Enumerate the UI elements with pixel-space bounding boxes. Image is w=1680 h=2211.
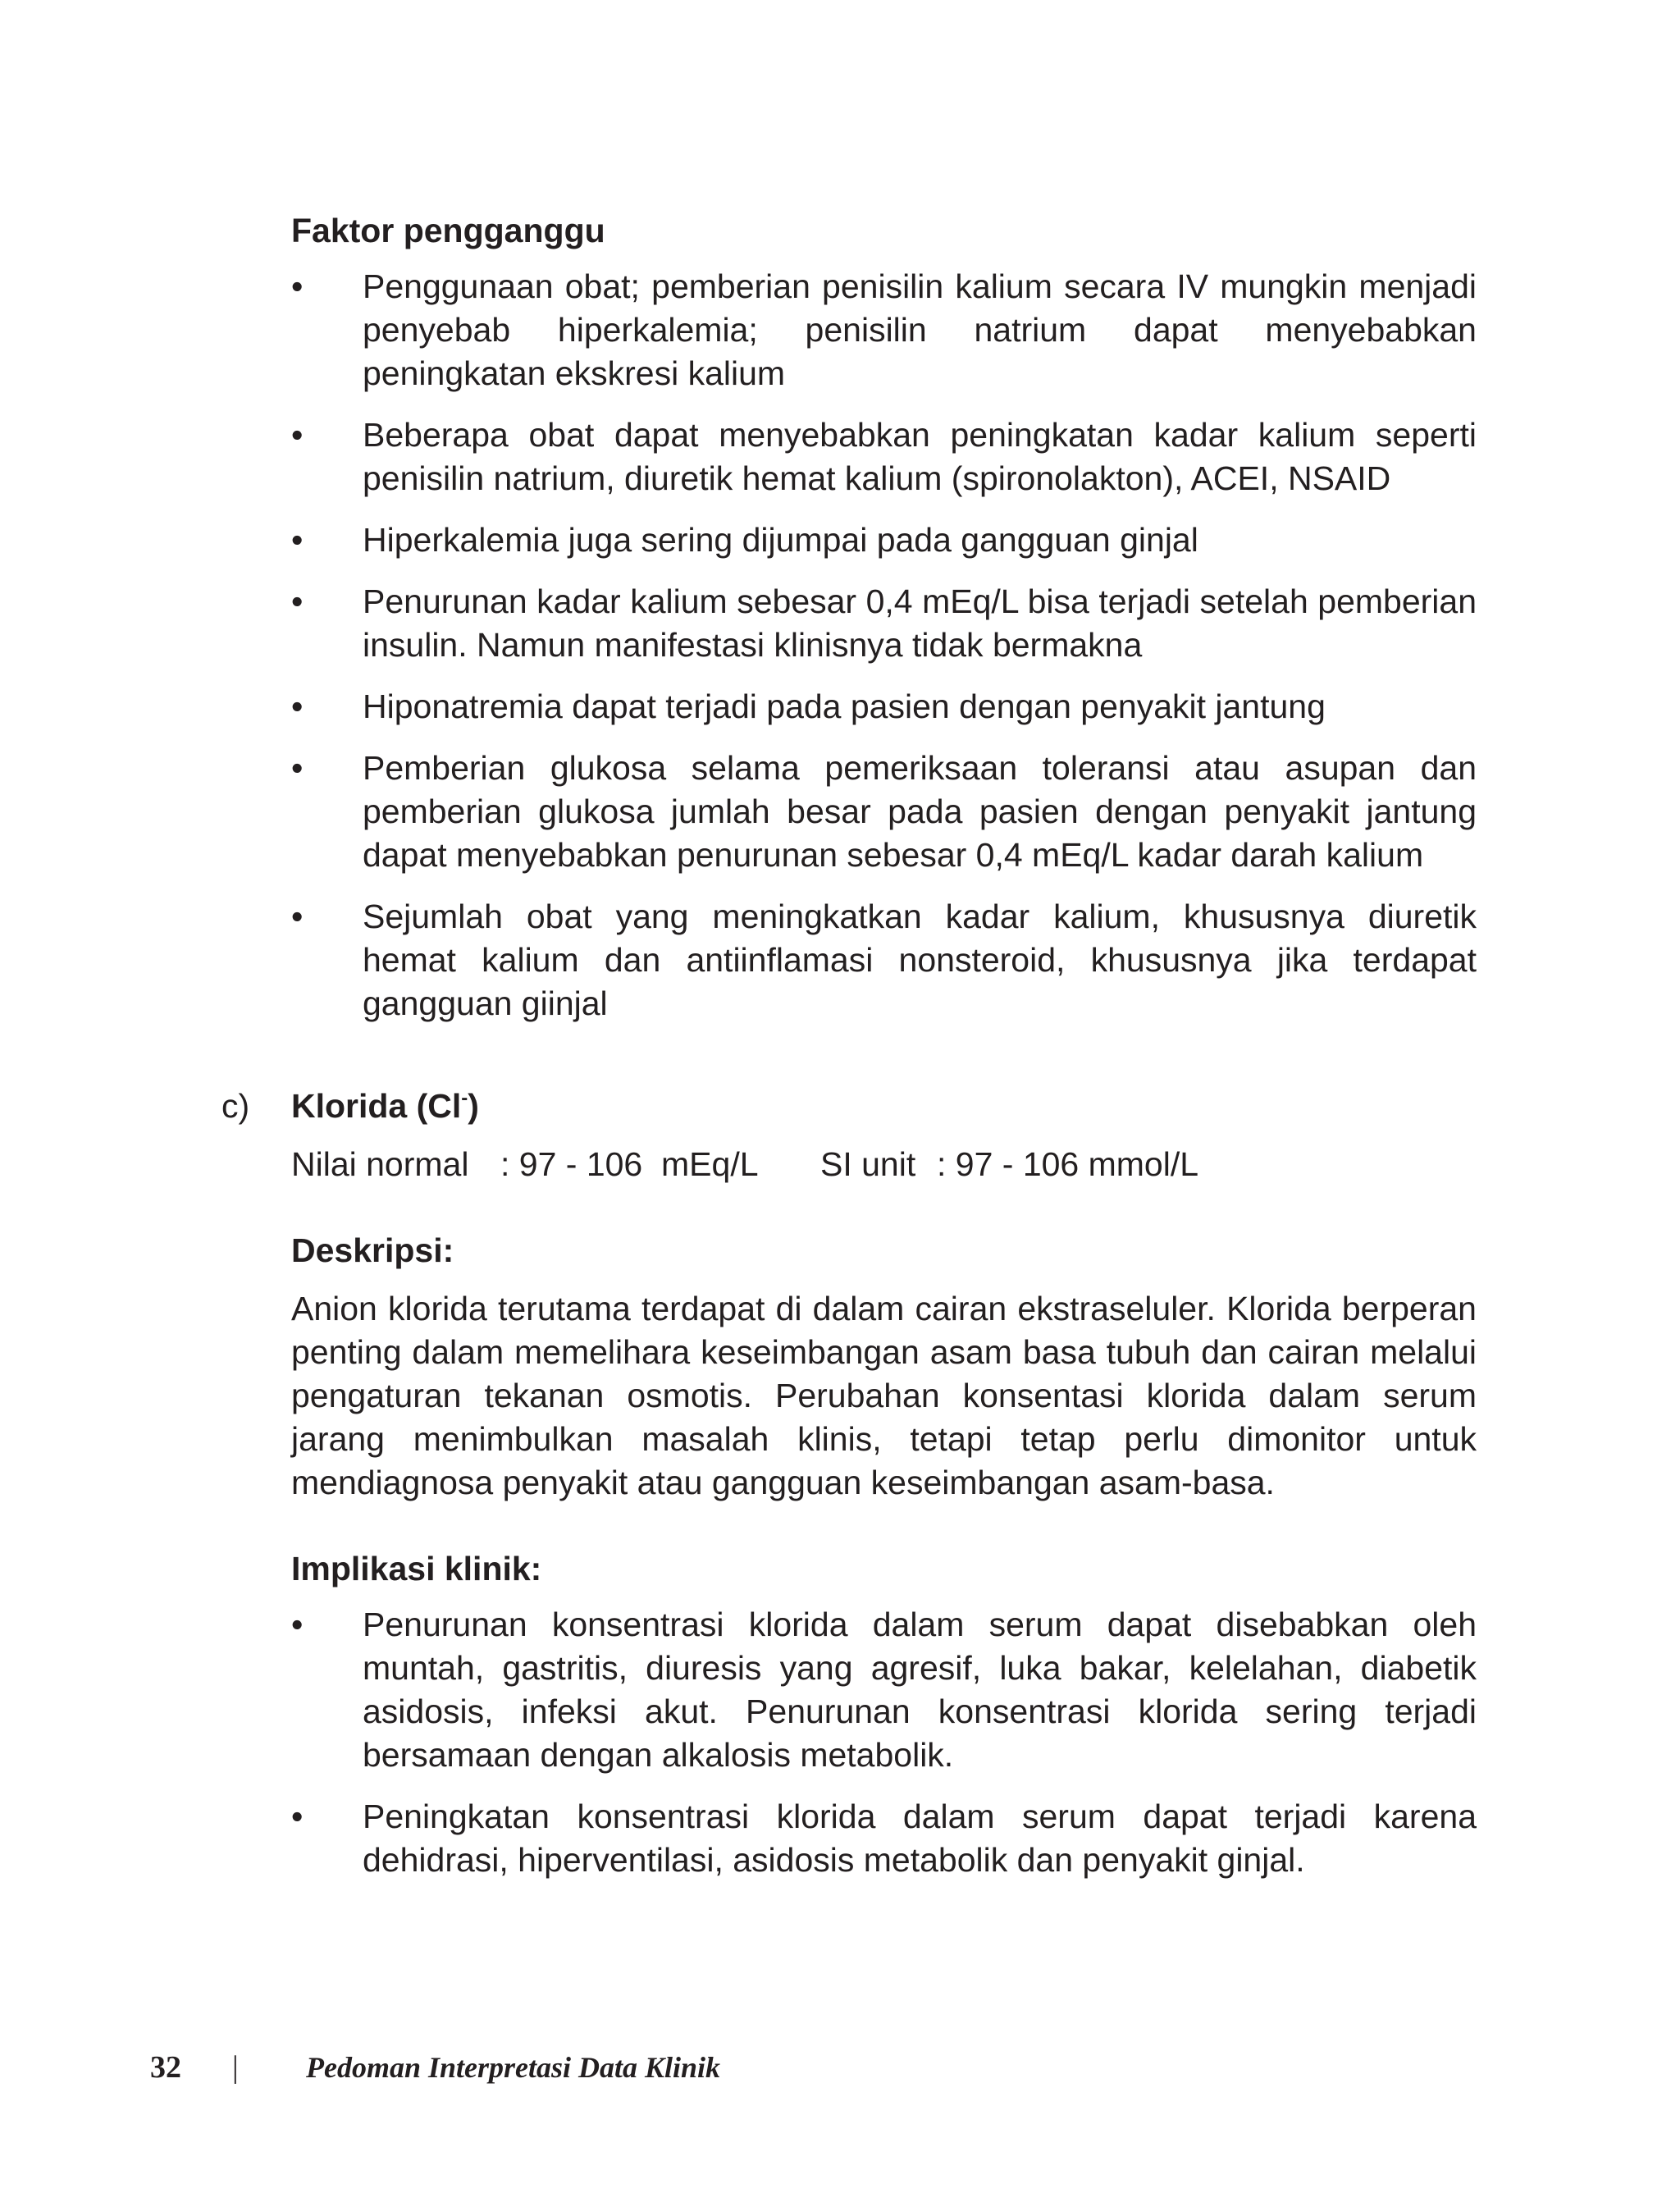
page-number: 32 [150, 2050, 181, 2085]
page-footer [150, 2049, 720, 2086]
deskripsi-heading: Deskripsi: [291, 1231, 454, 1269]
klorida-title-text: Klorida (Cl [291, 1087, 462, 1125]
bullet-icon: • [291, 898, 304, 935]
list-item-text: Penurunan kadar kalium sebesar 0,4 mEq/L bisa terjadi setelah pemberian insulin. Namun manifestasi klinisnya tidak bermakna [363, 582, 1477, 664]
list-item [291, 518, 1477, 562]
si-value: : 97 - 106 mmol/L [937, 1145, 1199, 1183]
klorida-section [221, 1085, 1477, 1882]
deskripsi-paragraph: Anion klorida terutama terdapat di dalam cairan ekstraseluler. Klorida berperan penting dalam memelihara keseimbangan asam basa tubuh dan cairan melalui pengaturan tekanan osmotis. Perubahan konsentasi klorida dalam serum jarang menimbulkan masalah klinis, tetapi tetap perlu dimonitor untuk mendiagnosa penyakit atau gangguan keseimbangan asam-basa. [291, 1290, 1477, 1501]
faktor-heading: Faktor pengganggu [291, 212, 605, 249]
normal-label: Nilai normal [291, 1145, 469, 1183]
list-item-text: Pemberian glukosa selama pemeriksaan toleransi atau asupan dan pemberian glukosa jumlah besar pada pasien dengan penyakit jantung dapat menyebabkan penurunan sebesar 0,4 mEq/L kadar darah kalium [363, 749, 1477, 874]
list-item [291, 1795, 1477, 1882]
bullet-icon: • [291, 582, 304, 620]
list-item-text: Sejumlah obat yang meningkatkan kadar kalium, khususnya diuretik hemat kalium dan antiinflamasi nonsteroid, khususnya jika terdapat gangguan giinjal [363, 898, 1477, 1022]
footer-divider: | [232, 2050, 239, 2085]
list-item [291, 580, 1477, 667]
si-label: SI unit [820, 1145, 916, 1183]
list-item [291, 413, 1477, 500]
implikasi-list [291, 1603, 1477, 1882]
list-item [291, 747, 1477, 877]
klorida-title [291, 1085, 1477, 1128]
list-item-text: Penurunan konsentrasi klorida dalam serum dapat disebabkan oleh muntah, gastritis, diuresis yang agresif, luka bakar, kelelahan, diabetik asidosis, infeksi akut. Penurunan konsentrasi klorida sering terjadi bersamaan dengan alkalosis metabolik. [363, 1606, 1477, 1774]
bullet-icon: • [291, 416, 304, 454]
normal-values-row [291, 1143, 1477, 1186]
bullet-icon: • [291, 1606, 304, 1643]
list-item-text: Beberapa obat dapat menyebabkan peningkatan kadar kalium seperti penisilin natrium, diuretik hemat kalium (spironolakton), ACEI, NSAID [363, 416, 1477, 497]
list-item-text: Peningkatan konsentrasi klorida dalam serum dapat terjadi karena dehidrasi, hiperventilasi, asidosis metabolik dan penyakit ginjal. [363, 1798, 1477, 1879]
bullet-icon: • [291, 521, 304, 559]
list-item [291, 895, 1477, 1026]
list-item-text: Hiponatremia dapat terjadi pada pasien dengan penyakit jantung [363, 688, 1326, 725]
faktor-list [291, 265, 1477, 1026]
bullet-icon: • [291, 267, 304, 305]
klorida-title-superscript: - [461, 1087, 468, 1109]
bullet-icon: • [291, 749, 304, 787]
bullet-icon: • [291, 688, 304, 725]
page-content [221, 209, 1477, 1900]
list-item [291, 1603, 1477, 1777]
section-marker: c) [221, 1087, 250, 1125]
book-title: Pedoman Interpretasi Data Klinik [306, 2051, 721, 2084]
implikasi-heading: Implikasi klinik: [291, 1550, 542, 1587]
list-item-text: Penggunaan obat; pemberian penisilin kalium secara IV mungkin menjadi penyebab hiperkalemia; penisilin natrium dapat menyebabkan peningkatan ekskresi kalium [363, 267, 1477, 392]
list-item [291, 265, 1477, 395]
list-item [291, 685, 1477, 729]
bullet-icon: • [291, 1798, 304, 1835]
klorida-title-close: ) [468, 1087, 479, 1125]
normal-value: : 97 - 106 mEq/L [500, 1145, 759, 1183]
list-item-text: Hiperkalemia juga sering dijumpai pada gangguan ginjal [363, 521, 1198, 559]
